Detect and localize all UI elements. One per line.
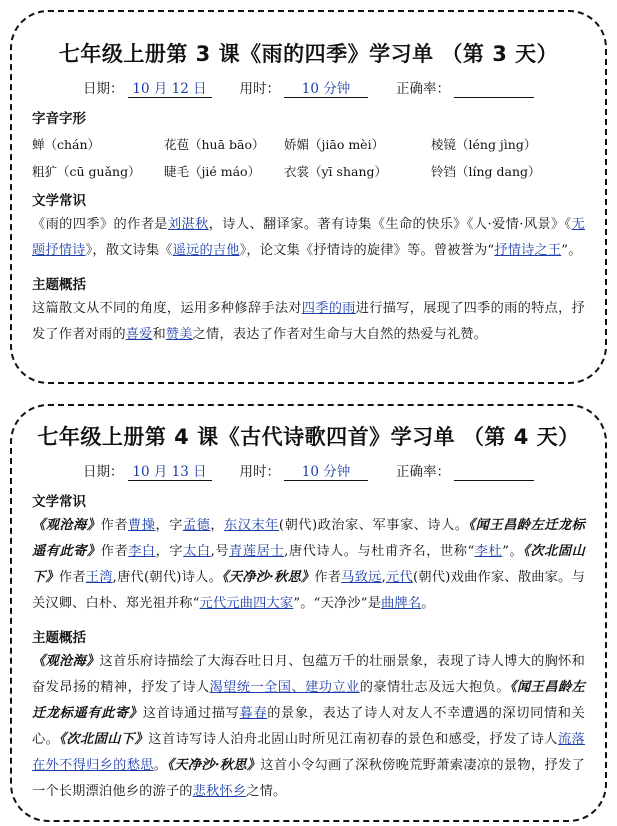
pinyin-word: 粗犷（cū guǎng）: [32, 164, 141, 179]
answer-blank[interactable]: 流落在外不得归乡的愁思: [32, 732, 585, 773]
date-field[interactable]: 10 月 12 日: [128, 77, 212, 98]
worksheet-card-lesson-3: [10, 10, 607, 384]
pinyin-word: 娇媚（jiāo mèi）: [284, 137, 385, 152]
answer-blank[interactable]: 四季的雨: [301, 301, 356, 316]
worksheet-card-lesson-4: [10, 404, 607, 822]
pinyin-grid: [32, 135, 585, 180]
date-label: 日期：: [83, 464, 124, 480]
worksheet-title: 七年级上册第 4 课《古代诗歌四首》学习单 （第 4 天）: [37, 425, 580, 449]
answer-blank[interactable]: 太白: [183, 544, 211, 559]
time-label: 用时：: [239, 464, 280, 480]
literature-paragraph: 《观沧海》作者曹操，字孟德，东汉末年(朝代)政治家、军事家、诗人。《闻王昌龄左迁龙标遥有此寄》作者李白，字太白,号青莲居士,唐代诗人。与杜甫齐名，世称“李杜”。《次北固山下》作者王湾,唐代(朝代)诗人。《天净沙·秋思》作者马致远,元代(朝代)戏曲作家、散曲家。与关汉卿、白朴、郑光祖并称“元代元曲四大家”。“天净沙”是曲牌名。: [32, 518, 586, 611]
date-label: 日期：: [83, 81, 124, 97]
section-heading-theme: 主题概括: [32, 277, 86, 293]
section-heading-literature: 文学常识: [32, 494, 86, 510]
answer-blank[interactable]: 遥远的吉他: [172, 243, 240, 258]
theme-paragraph: 《观沧海》这首乐府诗描绘了大海吞吐日月、包蕴万千的壮丽景象，表现了诗人博大的胸怀和奋发昂扬的精神，抒发了诗人渴望统一全国、建功立业的豪情壮志及远大抱负。《闻王昌龄左迁龙标遥有此寄》这首诗通过描写暮春的景象，表达了诗人对友人不幸遭遇的深切同情和关心。《次北固山下》这首诗写诗人泊舟北固山时所见江南初春的景色和感受，抒发了诗人流落在外不得归乡的愁思。《天净沙·秋思》这首小令勾画了深秋傍晚荒野萧索凄凉的景物，抒发了一个长期漂泊他乡的游子的悲秋怀乡之情。: [32, 654, 585, 799]
pinyin-word: 花苞（huā bāo）: [164, 137, 265, 152]
answer-blank[interactable]: 刘湛秋: [167, 217, 209, 232]
pinyin-word: 蝉（chán）: [32, 137, 101, 152]
answer-blank[interactable]: 马致远: [341, 570, 382, 585]
time-field[interactable]: 10 分钟: [284, 77, 368, 98]
answer-blank[interactable]: 悲秋怀乡: [192, 784, 247, 799]
theme-paragraph: 这篇散文从不同的角度，运用多种修辞手法对四季的雨进行描写，展现了四季的雨的特点，抒发了作者对雨的喜爱和赞美之情，表达了作者对生命与大自然的热爱与礼赞。: [32, 301, 585, 342]
answer-blank[interactable]: 无题抒情诗: [32, 217, 586, 258]
accuracy-field[interactable]: [454, 81, 534, 98]
time-label: 用时：: [239, 81, 280, 97]
answer-blank[interactable]: 王湾: [85, 570, 113, 585]
answer-blank[interactable]: 李杜: [474, 544, 503, 559]
pinyin-word: 衣裳（yī shang）: [284, 164, 388, 179]
answer-blank[interactable]: 孟德: [182, 518, 211, 533]
answer-blank[interactable]: 曲牌名: [381, 596, 422, 611]
accuracy-label: 正确率：: [396, 81, 450, 97]
date-field[interactable]: 10 月 13 日: [128, 460, 212, 481]
section-heading-theme: 主题概括: [32, 630, 86, 646]
time-field[interactable]: 10 分钟: [284, 460, 368, 481]
answer-blank[interactable]: 李白: [128, 544, 156, 559]
pinyin-word: 棱镜（léng jìng）: [431, 137, 537, 152]
answer-blank[interactable]: 渴望统一全国、建功立业: [209, 680, 360, 695]
answer-blank[interactable]: 青莲居士: [229, 544, 285, 559]
answer-blank[interactable]: 元代: [385, 570, 413, 585]
accuracy-field[interactable]: [454, 464, 534, 481]
answer-blank[interactable]: 曹操: [128, 518, 156, 533]
answer-blank[interactable]: 东汉末年: [224, 518, 279, 533]
section-heading-literature: 文学常识: [32, 193, 86, 209]
answer-blank[interactable]: 暮春: [239, 706, 268, 721]
accuracy-label: 正确率：: [396, 464, 450, 480]
answer-blank[interactable]: 元代元曲四大家: [199, 596, 294, 611]
answer-blank[interactable]: 抒情诗之王: [494, 243, 562, 258]
pinyin-word: 铃铛（líng dang）: [431, 164, 541, 179]
pinyin-word: 睫毛（jié máo）: [164, 164, 261, 179]
answer-blank[interactable]: 喜爱: [125, 327, 153, 342]
section-heading-pinyin: 字音字形: [32, 111, 86, 127]
meta-row: [32, 77, 585, 98]
worksheet-title: 七年级上册第 3 课《雨的四季》学习单 （第 3 天）: [58, 42, 559, 66]
answer-blank[interactable]: 赞美: [165, 327, 193, 342]
meta-row: [32, 460, 585, 481]
literature-paragraph: 《雨的四季》的作者是刘湛秋，诗人、翻译家。著有诗集《生命的快乐》《人·爱情·风景》《无题抒情诗》，散文诗集《遥远的吉他》，论文集《抒情诗的旋律》等。曾被誉为“抒情诗之王”。: [32, 217, 586, 258]
